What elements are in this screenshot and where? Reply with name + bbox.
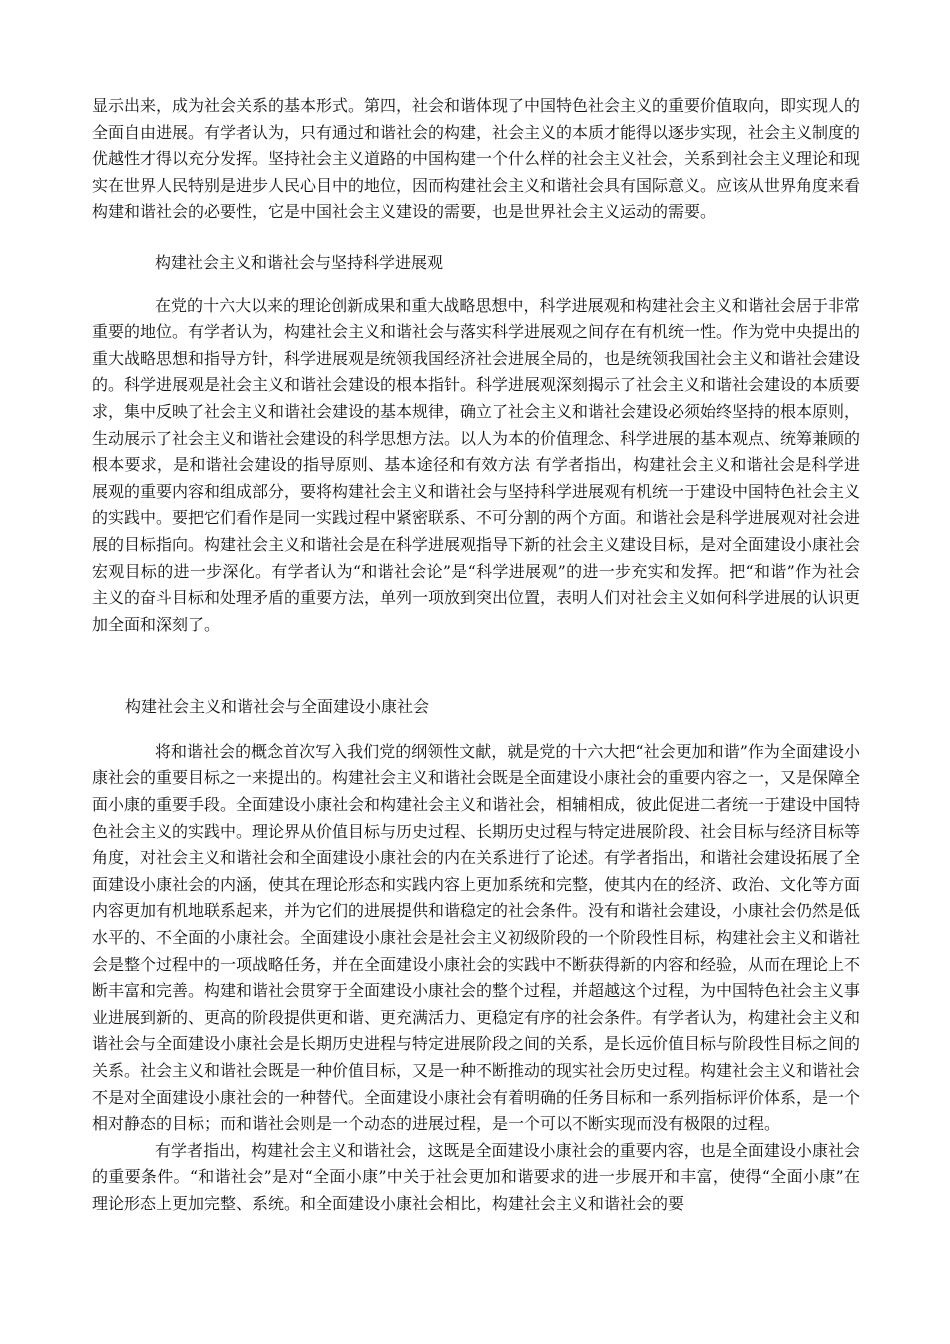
- paragraph-2: 在党的十六大以来的理论创新成果和重大战略思想中，科学进展观和构建社会主义和谐社会居于非常重要的地位。有学者认为，构建社会主义和谐社会与落实科学进展观之间存在有机统一性。作为党中央提出的重大战略思想和指导方针，科学进展观是统领我国经济社会进展全局的，也是统领我国社会主义和谐社会建设的。科学进展观是社会主义和谐社会建设的根本指针。科学进展观深刻揭示了社会主义和谐社会建设的本质要求，集中反映了社会主义和谐社会建设的基本规律，确立了社会主义和谐社会建设必须始终坚持的根本原则，生动展示了社会主义和谐社会建设的科学思想方法。以人为本的价值理念、科学进展的基本观点、统筹兼顾的根本要求，是和谐社会建设的指导原则、基本途径和有效方法 有学者指出，构建社会主义和谐社会是科学进展观的重要内容和组成部分，要将构建社会主义和谐社会与坚持科学进展观有机统一于建设中国特色社会主义的实践中。要把它们看作是同一实践过程中紧密联系、不可分割的两个方面。和谐社会是科学进展观对社会进展的目标指向。构建社会主义和谐社会是在科学进展观指导下新的社会主义建设目标，是对全面建设小康社会宏观目标的进一步深化。有学者认为“和谐社会论”是“科学进展观”的进一步充实和发挥。把“和谐”作为社会主义的奋斗目标和处理矛盾的重要方法，单列一项放到突出位置，表明人们对社会主义如何科学进展的认识更加全面和深刻了。: [92, 295, 861, 634]
- section-heading-xiaokang-society: 构建社会主义和谐社会与全面建设小康社会: [125, 697, 430, 717]
- document-page: [92, 93, 860, 1218]
- section-heading-scientific-development: 构建社会主义和谐社会与坚持科学进展观: [155, 252, 444, 272]
- paragraph-1: 显示出来，成为社会关系的基本形式。第四，社会和谐体现了中国特色社会主义的重要价值取向，即实现人的全面自由进展。有学者认为，只有通过和谐社会的构建，社会主义的本质才能得以逐步实现，社会主义制度的优越性才得以充分发挥。坚持社会主义道路的中国构建一个什么样的社会主义社会，关系到社会主义理论和现实在世界人民特别是进步人民心目中的地位，因而构建社会主义和谐社会具有国际意义。应该从世界角度来看构建和谐社会的必要性，它是中国社会主义建设的需要，也是世界社会主义运动的需要。: [92, 96, 861, 222]
- paragraph-3: 将和谐社会的概念首次写入我们党的纲领性文献，就是党的十六大把“社会更加和谐”作为全面建设小康社会的重要目标之一来提出的。构建社会主义和谐社会既是全面建设小康社会的重要内容之一，又是保障全面小康的重要手段。全面建设小康社会和构建社会主义和谐社会，相辅相成，彼此促进二者统一于建设中国特色社会主义的实践中。理论界从价值目标与历史过程、长期历史过程与特定进展阶段、社会目标与经济目标等角度，对社会主义和谐社会和全面建设小康社会的内在关系进行了论述。有学者指出，和谐社会建设拓展了全面建设小康社会的内涵，使其在理论形态和实践内容上更加系统和完整，使其内在的经济、政治、文化等方面内容更加有机地联系起来，并为它们的进展提供和谐稳定的社会条件。没有和谐社会建设，小康社会仍然是低水平的、不全面的小康社会。全面建设小康社会是社会主义初级阶段的一个阶段性目标，构建社会主义和谐社会是整个过程中的一项战略任务，并在全面建设小康社会的实践中不断获得新的内容和经验，从而在理论上不断丰富和完善。构建和谐社会贯穿于全面建设小康社会的整个过程，并超越这个过程，为中国特色社会主义事业进展到新的、更高的阶段提供更和谐、更充满活力、更稳定有序的社会条件。有学者认为，构建社会主义和谐社会与全面建设小康社会是长期历史进程与特定进展阶段之间的关系，是长远价值目标与阶段性目标之间的关系。社会主义和谐社会既是一种价值目标，又是一种不断推动的现实社会历史过程。构建社会主义和谐社会不是对全面建设小康社会的一种替代。全面建设小康社会有着明确的任务目标和一系列指标评价体系，是一个相对静态的目标；而和谐社会则是一个动态的进展过程，是一个可以不断实现而没有极限的过程。: [92, 741, 861, 1134]
- paragraph-4: 有学者指出，构建社会主义和谐社会，这既是全面建设小康社会的重要内容，也是全面建设小康社会的重要条件。“和谐社会”是对“全面小康”中关于社会更加和谐要求的进一步展开和丰富，使得“全面小康”在理论形态上更加完整、系统。和全面建设小康社会相比，构建社会主义和谐社会的要: [92, 1140, 860, 1213]
